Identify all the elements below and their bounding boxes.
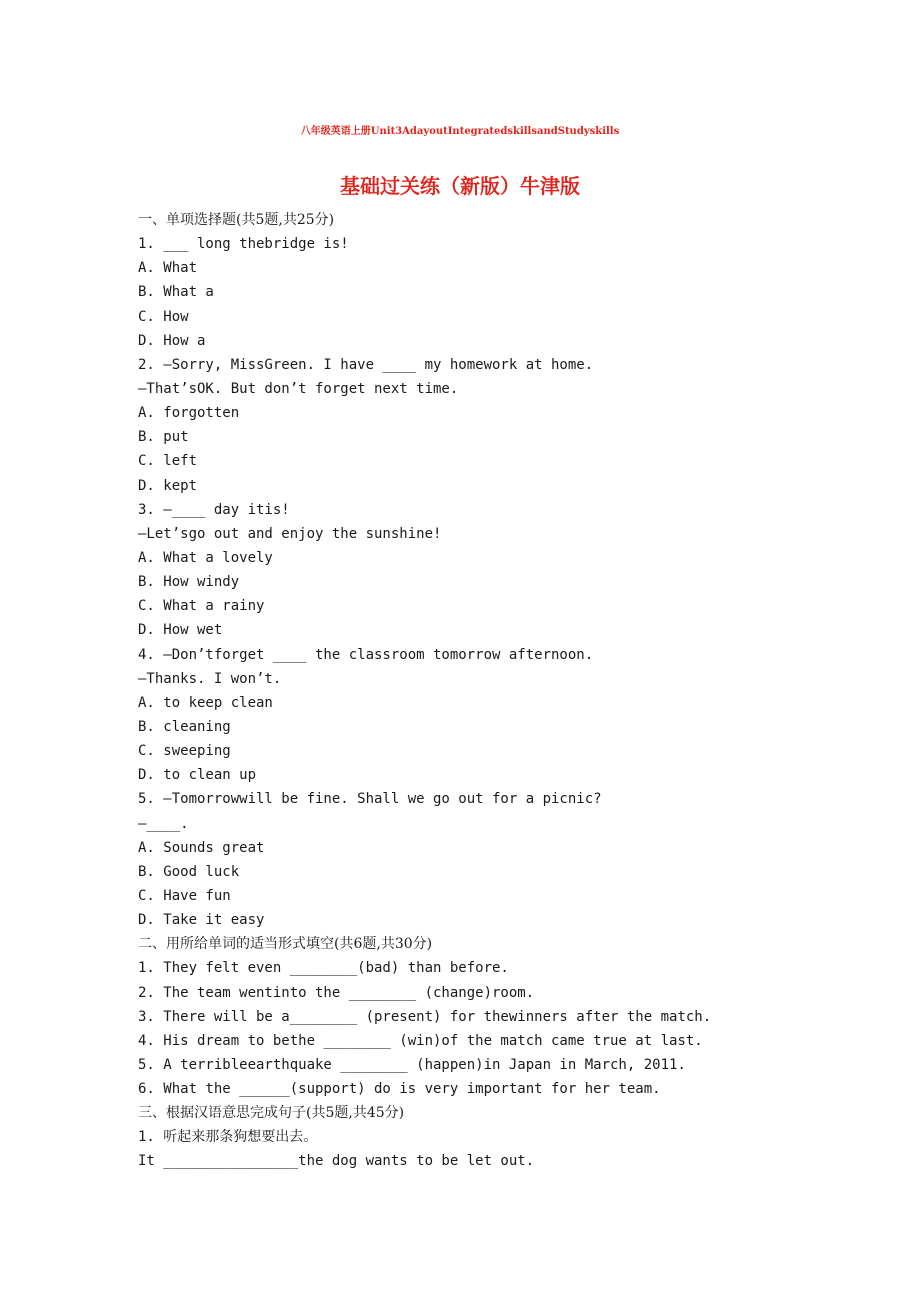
text-line: A. Sounds great <box>138 839 265 856</box>
text-line: D. kept <box>138 477 198 494</box>
text-line: C. What a rainy <box>138 598 265 615</box>
document-title-line-1: 八年级英语上册Unit3AdayoutIntegratedskillsandStudyskills <box>300 126 620 137</box>
text-line: B. cleaning <box>138 718 231 735</box>
text-line: 3. —____ day itis! <box>138 501 290 518</box>
text-line: C. How <box>138 308 189 325</box>
text-line: 2. —Sorry, MissGreen. I have ____ my homework at home. <box>138 356 594 373</box>
section-heading: 一、单项选择题(共5题,共25分) <box>138 212 335 228</box>
text-line: B. What a <box>138 284 214 301</box>
text-line: D. Take it easy <box>138 912 265 929</box>
document-body <box>138 208 898 1174</box>
text-line: 1. ___ long thebridge is! <box>138 236 349 253</box>
text-line: 1. They felt even ________(bad) than before. <box>138 960 509 977</box>
text-line: 3. There will be a________ (present) for thewinners after the match. <box>138 1008 712 1025</box>
text-line: —Thanks. I won’t. <box>138 670 282 687</box>
text-line: D. How a <box>138 332 206 349</box>
text-line: A. What a lovely <box>138 549 273 566</box>
text-line: D. to clean up <box>138 767 257 784</box>
text-line: 5. A terribleearthquake ________ (happen)in Japan in March, 2011. <box>138 1056 686 1073</box>
text-line: B. How windy <box>138 574 240 591</box>
text-line: C. sweeping <box>138 743 231 760</box>
text-line: 4. His dream to bethe ________ (win)of the match came true at last. <box>138 1032 703 1049</box>
text-line: D. How wet <box>138 622 223 639</box>
text-line: C. Have fun <box>138 887 231 904</box>
text-line: A. to keep clean <box>138 694 273 711</box>
text-line: —That’sOK. But don’t forget next time. <box>138 380 459 397</box>
text-line: 1. 听起来那条狗想要出去。 <box>138 1129 318 1146</box>
text-line: A. What <box>138 260 198 277</box>
text-line: B. put <box>138 429 189 446</box>
text-line: A. forgotten <box>138 405 240 422</box>
text-line: 4. —Don’tforget ____ the classroom tomorrow afternoon. <box>138 646 594 663</box>
section-heading: 二、用所给单词的适当形式填空(共6题,共30分) <box>138 936 433 953</box>
section-heading: 三、根据汉语意思完成句子(共5题,共45分) <box>138 1105 405 1122</box>
text-line: C. left <box>138 453 198 470</box>
text-line: 5. —Tomorrowwill be fine. Shall we go out for a picnic? <box>138 791 602 808</box>
document-title-line-2: 基础过关练（新版）牛津版 <box>340 174 580 198</box>
text-line: It ________________the dog wants to be let out. <box>138 1153 535 1170</box>
text-line: 2. The team wentinto the ________ (change)room. <box>138 984 535 1001</box>
text-line: —Let’sgo out and enjoy the sunshine! <box>138 525 442 542</box>
text-line: 6. What the ______(support) do is very important for her team. <box>138 1081 661 1098</box>
text-line: B. Good luck <box>138 863 240 880</box>
text-line: —____. <box>138 815 189 832</box>
